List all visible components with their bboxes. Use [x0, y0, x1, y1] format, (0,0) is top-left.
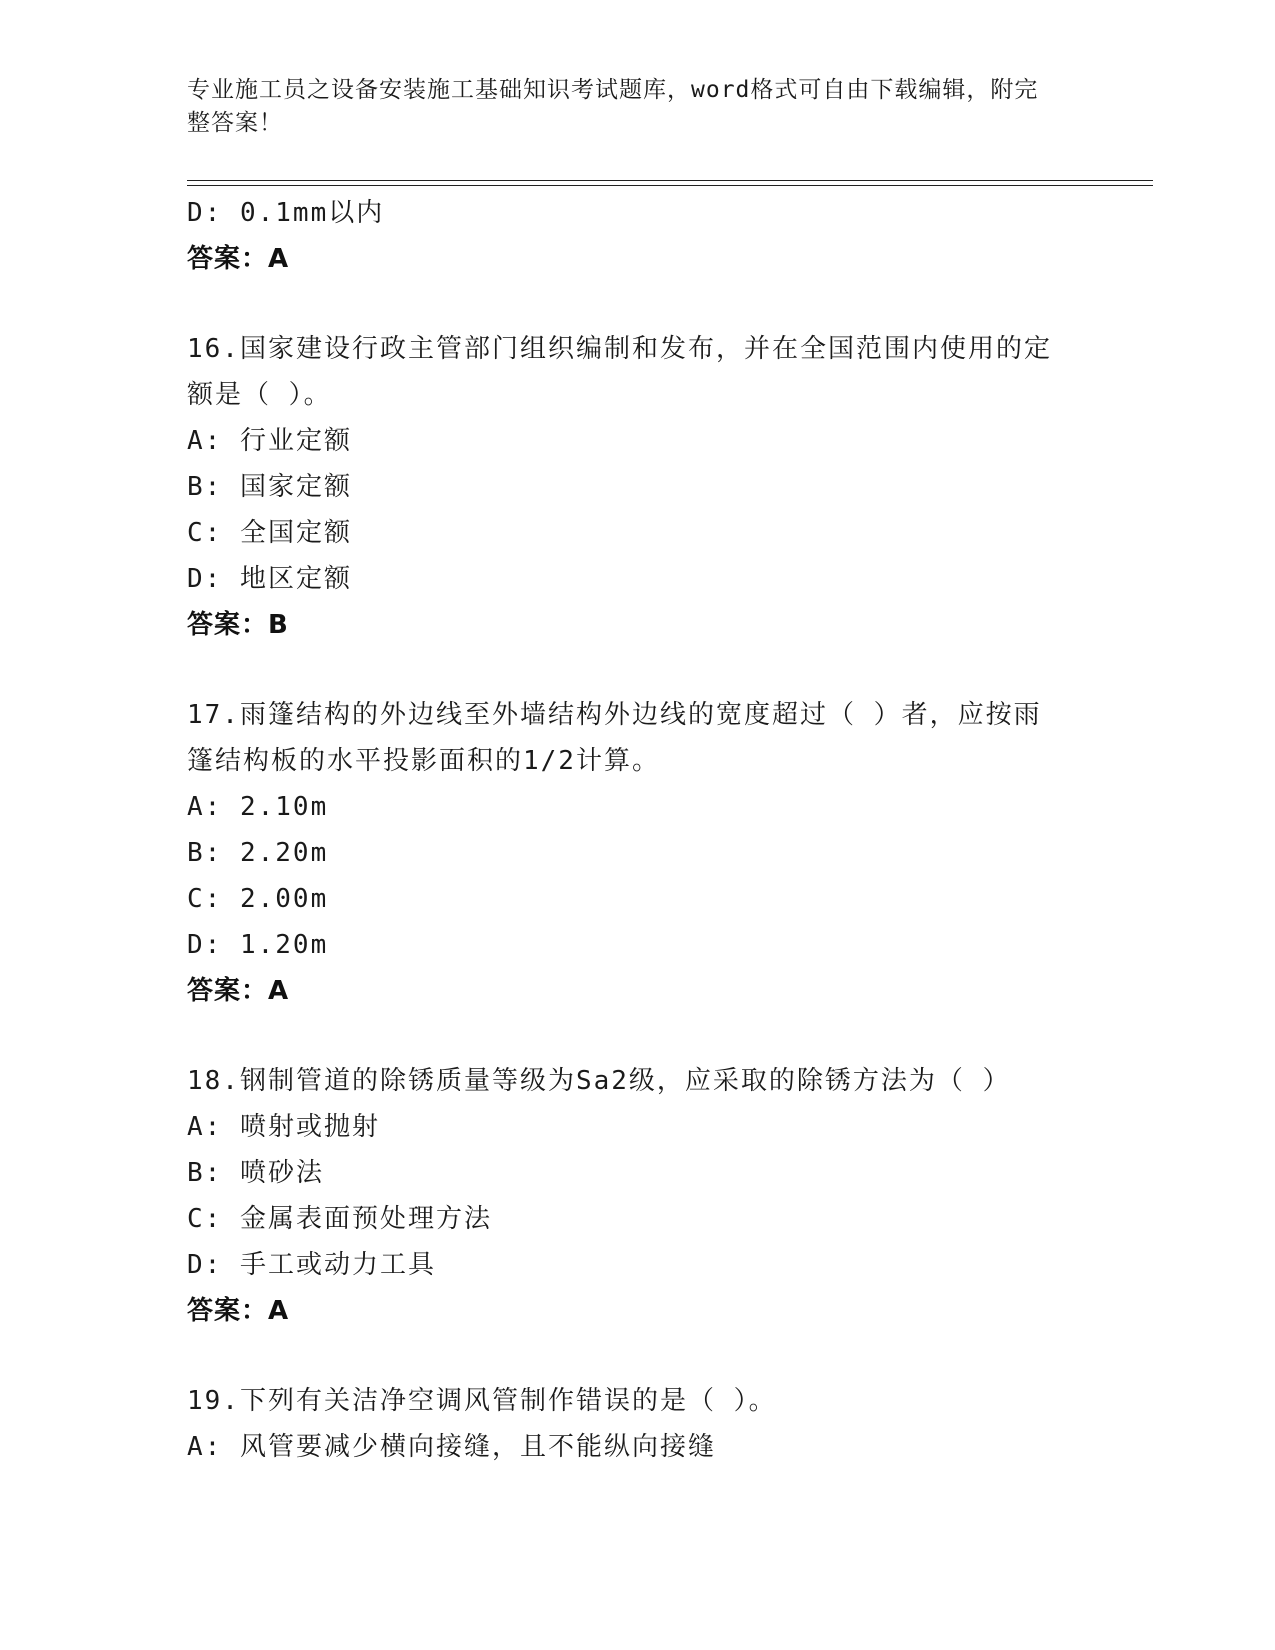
question-stem: 19.下列有关洁净空调风管制作错误的是（ ）。	[187, 1386, 777, 1416]
question-stem: 额是（ ）。	[187, 380, 332, 410]
option-d: D: 1.20m	[187, 930, 329, 960]
option-b: B: 2.20m	[187, 838, 329, 868]
header-line-2: 整答案！	[187, 110, 283, 136]
option-a: A: 2.10m	[187, 792, 329, 822]
question-block	[187, 190, 1087, 282]
option-d: D: 0.1mm以内	[187, 198, 385, 228]
option-a: A: 喷射或抛射	[187, 1112, 380, 1142]
option-b: B: 国家定额	[187, 472, 352, 502]
option-c: C: 金属表面预处理方法	[187, 1204, 492, 1234]
option-b: B: 喷砂法	[187, 1158, 324, 1188]
question-block	[187, 692, 1087, 1014]
header-divider-bottom	[187, 185, 1153, 186]
question-stem: 16.国家建设行政主管部门组织编制和发布，并在全国范围内使用的定	[187, 334, 1052, 364]
page-header	[187, 74, 1077, 140]
answer-line: 答案：A	[187, 244, 290, 274]
question-stem: 18.钢制管道的除锈质量等级为Sa2级，应采取的除锈方法为（ ）	[187, 1066, 1011, 1096]
question-gap	[187, 1334, 1087, 1378]
option-d: D: 手工或动力工具	[187, 1250, 436, 1280]
option-c: C: 全国定额	[187, 518, 352, 548]
option-a: A: 风管要减少横向接缝，且不能纵向接缝	[187, 1432, 716, 1462]
answer-line: 答案：A	[187, 1296, 290, 1326]
question-list	[187, 190, 1087, 1470]
question-block	[187, 1058, 1087, 1334]
question-gap	[187, 282, 1087, 326]
answer-line: 答案：A	[187, 976, 290, 1006]
answer-line: 答案：B	[187, 610, 289, 640]
header-line-1: 专业施工员之设备安装施工基础知识考试题库，word格式可自由下载编辑，附完	[187, 77, 1039, 103]
question-block	[187, 1378, 1087, 1470]
header-divider-top	[187, 180, 1153, 181]
question-gap	[187, 1014, 1087, 1058]
question-stem: 篷结构板的水平投影面积的1/2计算。	[187, 746, 660, 776]
question-block	[187, 326, 1087, 648]
option-c: C: 2.00m	[187, 884, 329, 914]
question-gap	[187, 648, 1087, 692]
option-d: D: 地区定额	[187, 564, 352, 594]
option-a: A: 行业定额	[187, 426, 352, 456]
question-stem: 17.雨篷结构的外边线至外墙结构外边线的宽度超过（ ）者，应按雨	[187, 700, 1042, 730]
